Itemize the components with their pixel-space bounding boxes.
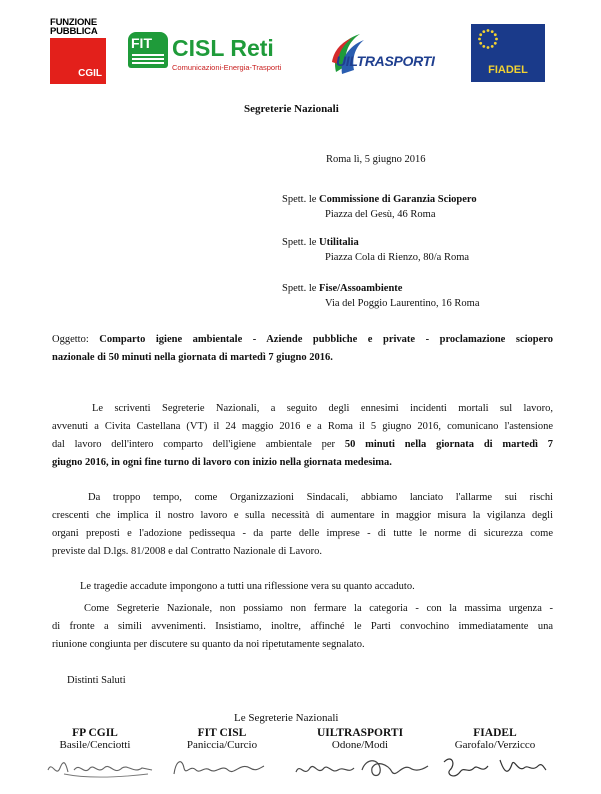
- subject-line-1: [52, 331, 553, 349]
- body-p4-line-2: di fronte a simili avvenimenti. Insistiamo, inoltre, affinché le Parti convochino immediatamente una: [52, 621, 553, 632]
- letter-heading: Segreterie Nazionali: [244, 103, 339, 115]
- signature-names: Paniccia/Curcio: [186, 739, 258, 751]
- subject-label: Oggetto:: [52, 334, 89, 345]
- fit-cisl-logo-box: [128, 32, 168, 68]
- recipient-3-name: Fise/Assoambiente: [319, 283, 403, 294]
- fit-cisl-logo-tagline: Comunicazioni-Energia-Trasporti: [172, 63, 282, 72]
- handwritten-signature-fit-cisl: [170, 754, 266, 782]
- recipient-3-address: Via del Poggio Laurentino, 16 Roma: [325, 298, 480, 309]
- recipient-3: [282, 282, 402, 295]
- signature-col-fiadel: [435, 727, 555, 751]
- recipient-1: [282, 193, 477, 206]
- body-p3: Le tragedie accadute impongono a tutti una riflessione vera su quanto accaduto.: [80, 581, 415, 592]
- subject-text-1: Comparto igiene ambientale - Aziende pubbliche e private - proclamazione sciopero: [99, 334, 553, 345]
- fit-cisl-logo-name: CISL Reti: [172, 35, 274, 61]
- recipient-2: [282, 236, 359, 249]
- signature-org: FP CGIL: [72, 727, 118, 739]
- fit-cisl-logo-box-text: FIT: [131, 35, 152, 51]
- body-p2-line-1: Da troppo tempo, come Organizzazioni Sindacali, abbiamo lanciato l'allarme sui rischi: [88, 492, 553, 503]
- uiltrasporti-logo: [330, 30, 442, 80]
- body-p2-line-4: previste dal D.lgs. 81/2008 e dal Contratto Nazionale di Lavoro.: [52, 546, 323, 557]
- signature-org: UILTRASPORTI: [316, 727, 404, 739]
- fiadel-logo: [471, 24, 545, 82]
- body-p4-line-1: Come Segreterie Nazionale, non possiamo non fermare la categoria - con la massima urgenza -: [84, 603, 553, 614]
- fp-cgil-logo-line2: PUBBLICA: [50, 26, 98, 37]
- body-p2-line-2: crescenti che implica il nostro lavoro e sulla necessità di aumentare in maggior misura la vigilanza degli: [52, 510, 553, 521]
- closing: Distinti Saluti: [67, 675, 126, 686]
- handwritten-signature-fp-cgil: [44, 756, 156, 782]
- recipient-2-prefix: Spett. le: [282, 237, 317, 248]
- signature-col-fp-cgil: [40, 727, 150, 751]
- fp-cgil-logo-red-block: [50, 38, 106, 84]
- body-p1-line-3-text: dal lavoro dell'intero comparto dell'igiene ambientale per: [52, 439, 336, 450]
- recipient-1-prefix: Spett. le: [282, 194, 317, 205]
- signatures-title: Le Segreterie Nazionali: [234, 712, 339, 724]
- signature-col-fit-cisl: [167, 727, 277, 751]
- recipient-2-name: Utilitalia: [319, 237, 359, 248]
- handwritten-signature-fiadel: [438, 752, 548, 784]
- signature-col-uiltrasporti: [300, 727, 420, 751]
- subject-line-2: nazionale di 50 minuti nella giornata di martedì 7 giugno 2016.: [52, 352, 333, 363]
- signature-org: FIADEL: [473, 727, 517, 739]
- signature-names: Garofalo/Verzicco: [454, 739, 536, 751]
- uiltrasporti-logo-name: UILTRASPORTI: [336, 53, 435, 69]
- recipient-1-name: Commissione di Garanzia Sciopero: [319, 194, 477, 205]
- fp-cgil-logo-line1: FUNZIONE: [50, 17, 97, 28]
- fit-cisl-logo: [128, 32, 298, 82]
- handwritten-signature-uiltrasporti: [292, 754, 432, 782]
- fp-cgil-logo: [50, 18, 106, 84]
- signature-names: Odone/Modi: [331, 739, 389, 751]
- fiadel-logo-name: FIADEL: [488, 64, 528, 76]
- body-p1-line-1: Le scriventi Segreterie Nazionali, a seguito degli ennesimi incidenti mortali sul lavoro,: [92, 403, 553, 414]
- recipient-3-prefix: Spett. le: [282, 283, 317, 294]
- recipient-1-address: Piazza del Gesù, 46 Roma: [325, 209, 436, 220]
- recipient-2-address: Piazza Cola di Rienzo, 80/a Roma: [325, 252, 470, 263]
- signature-names: Basile/Cenciotti: [59, 739, 131, 751]
- body-p1-line-2: avvenuti a Civita Castellana (VT) il 24 maggio 2016 e a Roma il 5 giugno 2016, comunicano l'astensione: [52, 421, 553, 432]
- eu-stars-icon: [477, 28, 499, 50]
- body-p1-line-3-bold: 50 minuti nella giornata di martedì 7: [344, 439, 554, 450]
- fp-cgil-logo-mark: CGIL: [78, 68, 102, 79]
- signature-org: FIT CISL: [197, 727, 247, 739]
- body-p1-line-3: [52, 436, 553, 454]
- body-p1-line-4: giugno 2016, in ogni fine turno di lavoro con inizio nella giornata medesima.: [52, 457, 392, 468]
- body-p4-line-3: riunione congiunta per discutere su quanto da noi ripetutamente segnalato.: [52, 639, 365, 650]
- letter-date: Roma lì, 5 giugno 2016: [326, 154, 426, 165]
- body-p2-line-3: organi preposti e l'adozione pedissequa - da parte delle imprese - di tutte le norme di sicurezza come: [52, 528, 553, 539]
